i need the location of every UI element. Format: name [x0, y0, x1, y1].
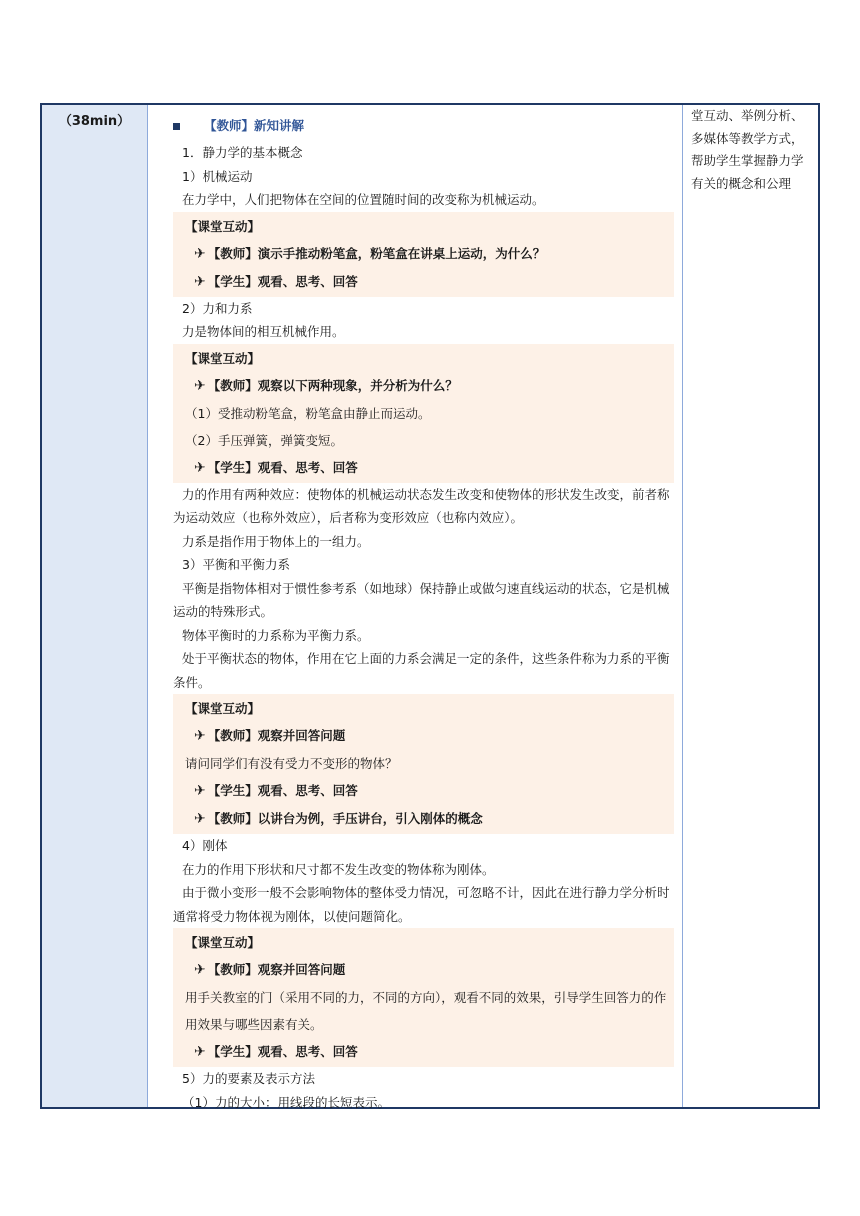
interaction-box [173, 694, 674, 834]
note-line: 堂互动、举例分析、 [691, 108, 804, 123]
airplane-icon: ✈ [194, 245, 206, 262]
paragraph: 在力的作用下形状和尺寸都不发生改变的物体称为刚体。 [182, 861, 495, 877]
paragraph: 平衡是指物体相对于惯性参考系（如地球）保持静止或做匀速直线运动的状态，它是机械运动的特殊形式。 [173, 580, 670, 619]
subsection-title: 4）刚体 [182, 838, 228, 853]
subsection-title: 1）机械运动 [182, 168, 253, 184]
square-bullet-icon [173, 123, 180, 130]
time-label: （38min） [58, 114, 131, 129]
interaction-label: 【课堂互动】 [185, 701, 261, 716]
subsection-title: 2）力和力系 [182, 300, 253, 316]
paragraph: 力系是指作用于物体上的一组力。 [182, 533, 370, 549]
student-line: ✈ 【学生】观看、思考、回答 [194, 273, 358, 290]
lesson-table [40, 103, 820, 1109]
topic-title: 1．静力学的基本概念 [182, 145, 303, 160]
teacher-line: ✈ 【教师】观察以下两种现象，并分析为什么？ [194, 377, 458, 394]
paragraph: 力是物体间的相互机械作用。 [182, 324, 345, 339]
content-column [148, 105, 683, 1110]
airplane-icon: ✈ [194, 1044, 206, 1060]
interaction-box [173, 212, 674, 297]
interaction-box [173, 928, 674, 1067]
paragraph: 物体平衡时的力系称为平衡力系。 [182, 627, 370, 643]
airplane-icon: ✈ [194, 962, 206, 978]
box-text: （2）手压弹簧，弹簧变短。 [185, 432, 343, 448]
interaction-box [173, 344, 674, 483]
subsection-title: 5）力的要素及表示方法 [182, 1071, 315, 1086]
teacher-line: ✈ 【教师】观察并回答问题 [194, 962, 346, 978]
paragraph: 处于平衡状态的物体，作用在它上面的力系会满足一定的条件，这些条件称为力系的平衡条件。 [173, 651, 670, 690]
subsection-title: 3）平衡和平衡力系 [182, 557, 290, 572]
paragraph: 在力学中，人们把物体在空间的位置随时间的改变称为机械运动。 [182, 192, 545, 207]
airplane-icon: ✈ [194, 811, 206, 827]
time-column [42, 105, 148, 1107]
note-line: 多媒体等教学方式， [691, 130, 804, 146]
interaction-label: 【课堂互动】 [185, 935, 261, 950]
section-heading: 【教师】新知讲解 [173, 113, 676, 139]
teacher-line: ✈ 【教师】观察并回答问题 [194, 728, 346, 744]
interaction-label: 【课堂互动】 [185, 218, 261, 234]
box-text: 用手关教室的门（采用不同的力，不同的方向），观看不同的效果，引导学生回答力的作用效果与哪些因素有关。 [185, 990, 667, 1032]
interaction-label: 【课堂互动】 [185, 350, 261, 366]
paragraph: 由于微小变形一般不会影响物体的整体受力情况，可忽略不计，因此在进行静力学分析时通常将受力物体视为刚体，以使问题简化。 [173, 885, 670, 924]
student-line: ✈ 【学生】观看、思考、回答 [194, 1044, 358, 1060]
airplane-icon: ✈ [194, 377, 206, 394]
student-line: ✈ 【学生】观看、思考、回答 [194, 783, 358, 799]
notes-column [683, 105, 818, 1107]
box-text: 请问同学们有没有受力不变形的物体？ [185, 756, 398, 771]
paragraph: 力的作用有两种效应：使物体的机械运动状态发生改变和使物体的形状发生改变，前者称为运动效应（也称外效应），后者称为变形效应（也称内效应）。 [173, 486, 670, 525]
airplane-icon: ✈ [194, 459, 206, 476]
teacher-line: ✈ 【教师】以讲台为例，手压讲台，引入刚体的概念 [194, 811, 483, 827]
paragraph: （1）力的大小：用线段的长短表示。 [182, 1094, 390, 1110]
airplane-icon: ✈ [194, 273, 206, 290]
box-text: （1）受推动粉笔盒，粉笔盒由静止而运动。 [185, 405, 431, 421]
note-line: 有关的概念和公理 [691, 175, 792, 191]
airplane-icon: ✈ [194, 783, 206, 799]
note-line: 帮助学生掌握静力学 [691, 153, 804, 168]
airplane-icon: ✈ [194, 728, 206, 744]
student-line: ✈ 【学生】观看、思考、回答 [194, 459, 358, 476]
teacher-line: ✈ 【教师】演示手推动粉笔盒，粉笔盒在讲桌上运动，为什么？ [194, 245, 546, 262]
